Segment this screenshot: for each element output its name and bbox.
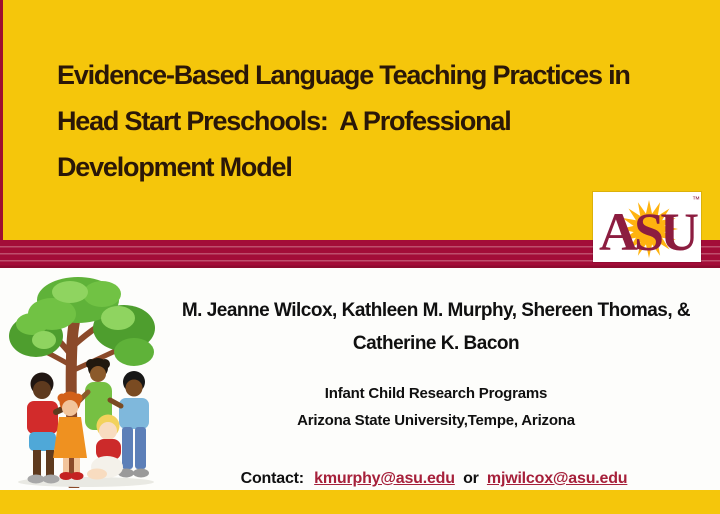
asu-logo-letters: ASU xyxy=(598,202,696,262)
affiliation-university: Arizona State University,Tempe, Arizona xyxy=(297,412,575,429)
children-tree-clipart xyxy=(6,274,156,488)
slide-title xyxy=(57,52,697,190)
trademark-symbol: ™ xyxy=(692,195,700,204)
title-line-1: Evidence-Based Language Teaching Practices in xyxy=(57,60,630,90)
asu-sunburst-logo-graphic xyxy=(593,192,701,262)
email-link-kmurphy[interactable]: kmurphy@asu.edu xyxy=(314,470,455,487)
affiliation-program: Infant Child Research Programs xyxy=(324,385,548,402)
contact-label: Contact: xyxy=(240,470,304,487)
content-panel xyxy=(0,268,720,490)
contact-separator: or xyxy=(463,470,479,487)
asu-logo xyxy=(593,192,701,262)
tree-foliage xyxy=(9,277,155,366)
title-line-2: Head Start Preschools: A Professional xyxy=(57,106,511,136)
title-line-3: Development Model xyxy=(57,152,292,182)
author-text-block xyxy=(160,268,712,488)
left-edge-accent xyxy=(0,0,3,240)
bottom-gold-band xyxy=(0,490,720,514)
email-link-mjwilcox[interactable]: mjwilcox@asu.edu xyxy=(486,470,628,487)
authors-line-2: Catherine K. Bacon xyxy=(352,333,520,354)
authors-line-1: M. Jeanne Wilcox, Kathleen M. Murphy, Shereen Thomas, & xyxy=(181,300,691,321)
contact-line xyxy=(160,470,712,488)
